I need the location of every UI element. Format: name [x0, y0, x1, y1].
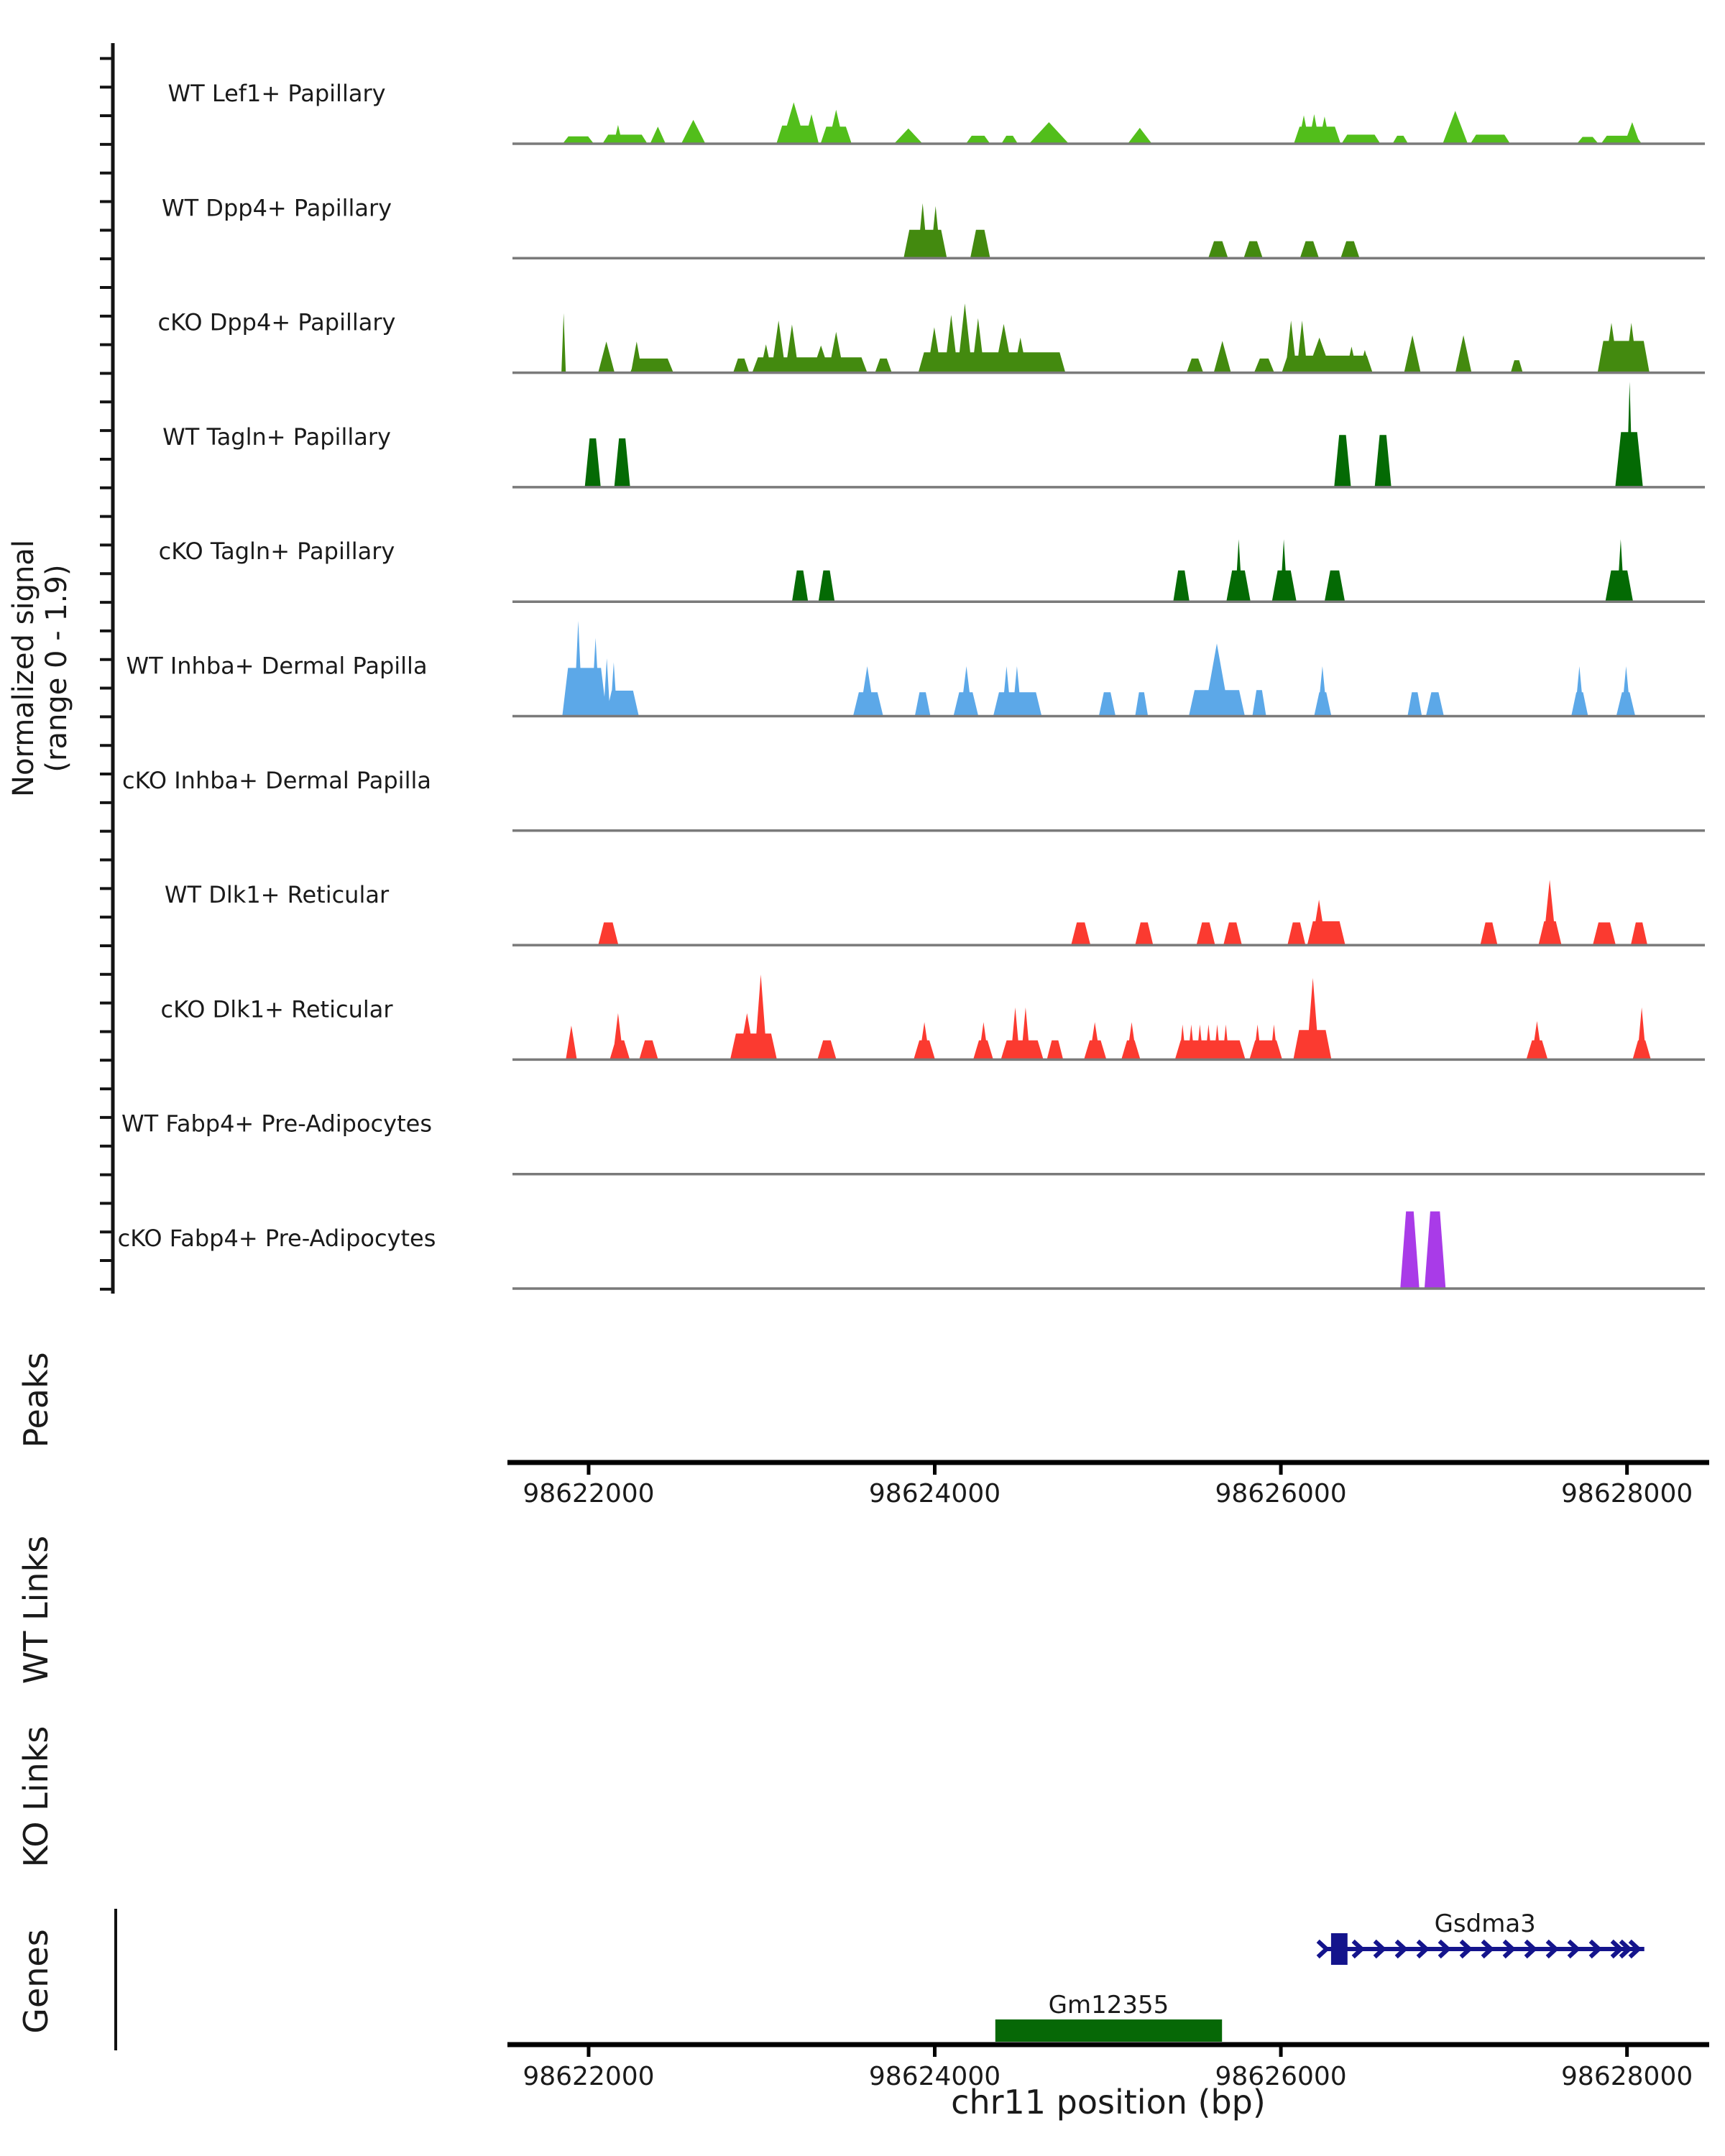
track-label: cKO Fabp4+ Pre-Adipocytes: [117, 1225, 436, 1252]
track-signal-area: [562, 621, 1635, 717]
x-axis-title: chr11 position (bp): [951, 2083, 1266, 2122]
track-signal-area: [566, 975, 1651, 1059]
signal-track: [165, 880, 1705, 945]
signal-track: [162, 194, 1705, 258]
track-label: WT Tagln+ Papillary: [162, 423, 391, 451]
section-label-peaks: Peaks: [17, 1352, 55, 1448]
genome-axis-tick-label: 98624000: [868, 2062, 1001, 2091]
signal-track: [159, 538, 1705, 602]
genome-axis-tick-label: 98622000: [523, 1479, 655, 1508]
genome-axis: [507, 1462, 1709, 1508]
gene-box: [995, 2019, 1222, 2042]
signal-track: [160, 975, 1705, 1059]
track-signal-area: [598, 880, 1647, 945]
section-label-wt-links: WT Links: [17, 1535, 55, 1685]
genome-axis-tick-label: 98626000: [1215, 1479, 1347, 1508]
genome-axis-tick-label: 98624000: [868, 1479, 1001, 1508]
section-label-genes: Genes: [17, 1929, 55, 2034]
gene-label: Gsdma3: [1434, 1909, 1536, 1938]
signal-track: [122, 767, 1705, 831]
signal-track: [167, 80, 1705, 144]
gene-exon-box: [1331, 1933, 1348, 1965]
y-axis-label-line2: (range 0 - 1.9): [40, 564, 73, 773]
gene-gsdma3: [1318, 1909, 1644, 1965]
track-signal-area: [561, 303, 1650, 372]
track-label: WT Dlk1+ Reticular: [164, 881, 390, 909]
signal-track: [121, 1110, 1705, 1174]
genome-axis-tick-label: 98626000: [1215, 2062, 1347, 2091]
track-label: cKO Dlk1+ Reticular: [160, 995, 393, 1023]
signal-track: [118, 1212, 1705, 1289]
genome-axis-tick-label: 98628000: [1561, 2062, 1693, 2091]
genome-axis-tick-label: 98622000: [523, 2062, 655, 2091]
track-label: WT Dpp4+ Papillary: [161, 194, 392, 222]
signal-track: [126, 621, 1705, 717]
track-label: WT Fabp4+ Pre-Adipocytes: [121, 1110, 432, 1138]
section-label-ko-links: KO Links: [17, 1726, 55, 1868]
track-label: cKO Dpp4+ Papillary: [157, 308, 396, 336]
track-signal-area: [903, 203, 1359, 259]
track-label: cKO Tagln+ Papillary: [158, 538, 395, 566]
signal-track: [158, 303, 1705, 372]
track-label: cKO Inhba+ Dermal Papilla: [122, 766, 431, 794]
y-axis-label-line1: Normalized signal: [7, 540, 40, 797]
track-label: WT Inhba+ Dermal Papilla: [126, 652, 428, 680]
gene-strand-chevron: [1318, 1941, 1327, 1957]
genome-axis-tick-label: 98628000: [1561, 1479, 1693, 1508]
signal-track: [162, 382, 1705, 487]
track-signal-area: [585, 382, 1643, 487]
track-signal-area: [792, 539, 1633, 602]
gene-label: Gm12355: [1048, 1991, 1169, 2019]
gene-gm12355: [995, 1991, 1222, 2042]
track-signal-area: [563, 102, 1642, 144]
track-signal-area: [1400, 1212, 1445, 1289]
track-label: WT Lef1+ Papillary: [167, 80, 386, 107]
